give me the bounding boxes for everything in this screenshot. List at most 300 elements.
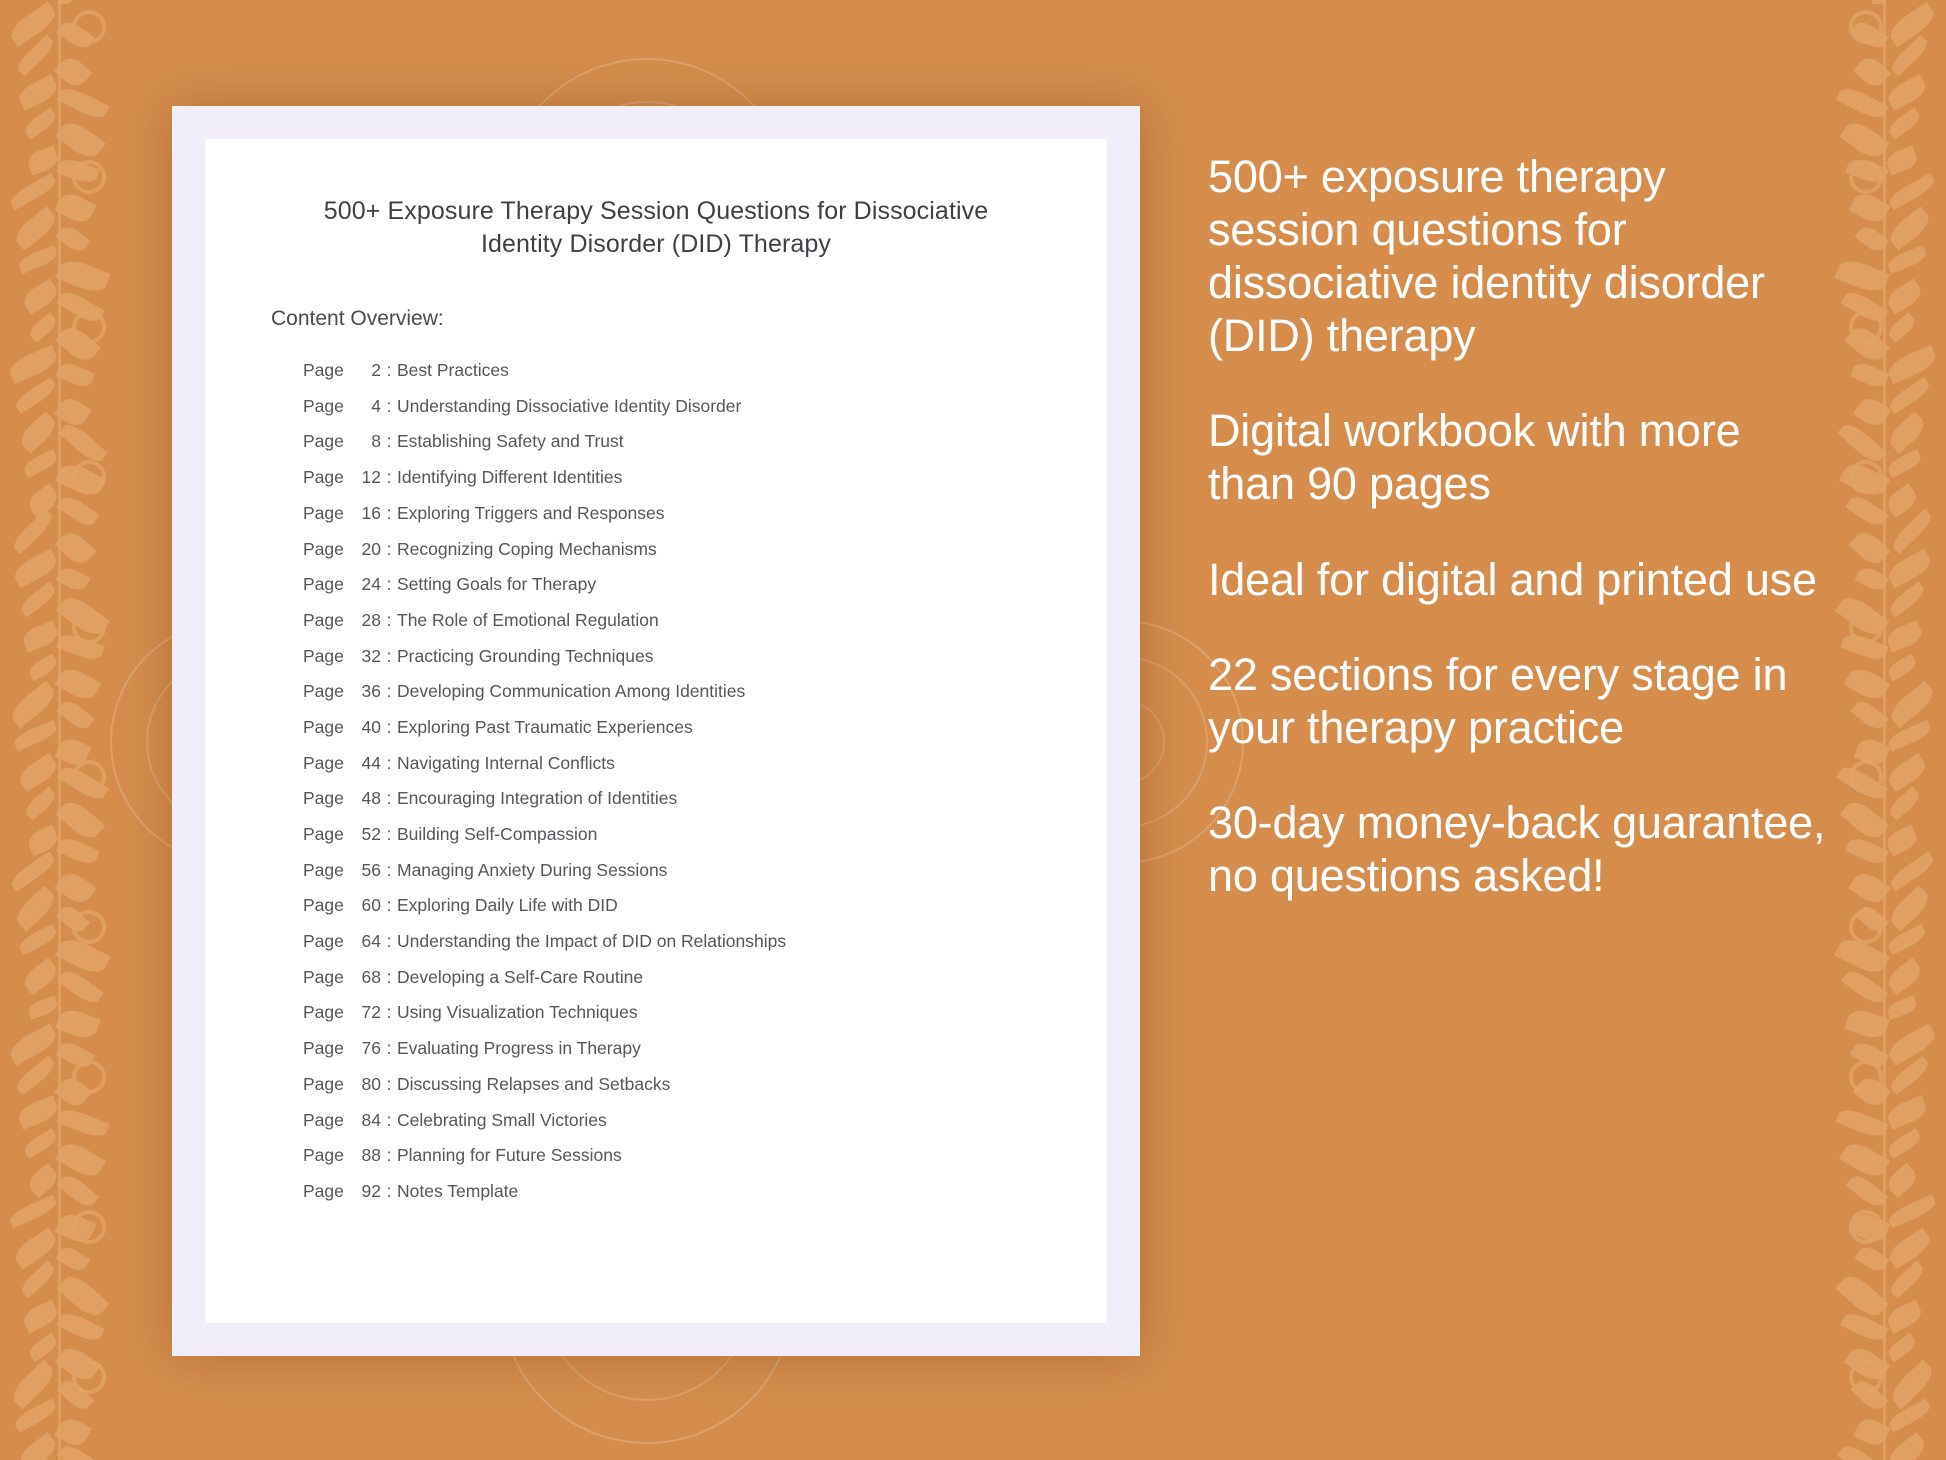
vine-leaf: [1888, 35, 1931, 77]
vine-leaf: [1835, 591, 1889, 640]
vine-leaf: [1853, 1414, 1891, 1449]
toc-row: [303, 853, 1107, 889]
toc-row: [303, 1174, 1107, 1210]
vine-leaf: [1884, 825, 1920, 857]
toc-entry-label: Exploring Past Traumatic Experiences: [397, 716, 693, 737]
toc-entry-label: Discussing Relapses and Setbacks: [397, 1073, 671, 1094]
vine-leaf: [1886, 1194, 1938, 1228]
vine-stem: [1883, 0, 1886, 1460]
toc-separator: :: [386, 752, 392, 773]
toc-entry-label: Establishing Safety and Trust: [397, 431, 624, 452]
toc-separator: :: [386, 966, 392, 987]
toc-entry-label: Practicing Grounding Techniques: [397, 645, 654, 666]
toc-page-word: Page: [303, 609, 344, 630]
vine-leaf: [55, 459, 106, 500]
vine-leaf: [1835, 1270, 1888, 1321]
vine-leaf: [1884, 620, 1924, 652]
vine-leaf: [57, 1376, 95, 1413]
vine-leaf: [1884, 958, 1925, 996]
vine-leaf: [1844, 322, 1890, 366]
vine-leaf: [1845, 156, 1889, 187]
toc-entry-label: Celebrating Small Victories: [397, 1109, 607, 1130]
vine-leaf: [12, 1398, 59, 1432]
toc-page-number: 40: [361, 716, 381, 737]
vine-leaf: [1887, 1360, 1938, 1410]
vine-leaf: [1839, 1138, 1890, 1182]
vine-leaf: [6, 1023, 60, 1066]
vine-leaf: [56, 1105, 109, 1140]
toc-separator: :: [386, 931, 392, 952]
vine-leaf: [1885, 1023, 1939, 1066]
toc-page-word: Page: [303, 431, 344, 452]
vine-leaf: [11, 549, 61, 589]
vine-leaf: [58, 0, 73, 4]
vine-leaf: [1834, 934, 1889, 978]
vine-flower: [72, 760, 106, 794]
botanical-border-right: [1831, 0, 1946, 1460]
toc-page-number: 32: [361, 645, 381, 666]
vine-leaf: [55, 256, 110, 297]
vine-leaf: [25, 146, 60, 176]
marketing-copy-block: 500+ exposure therapy session questions for dissociative identity disorder (DID) therapy: [1208, 151, 1765, 362]
vine-leaf: [18, 1261, 58, 1299]
vine-leaf: [25, 825, 61, 857]
vine-leaf: [7, 173, 58, 210]
toc-entry-label: Managing Anxiety During Sessions: [397, 859, 668, 880]
vine-leaf: [1853, 1073, 1891, 1110]
vine-leaf: [1885, 1432, 1930, 1460]
toc-row: [303, 1067, 1107, 1103]
vine-leaf: [22, 1128, 60, 1159]
marketing-copy-block: Digital workbook with more than 90 pages: [1208, 405, 1741, 510]
vine-leaf: [1839, 459, 1890, 500]
vine-leaf: [1848, 189, 1890, 227]
page-title: 500+ Exposure Therapy Session Questions for Dissociative Identity Disorder (DID) Therapy: [323, 197, 989, 258]
vine-leaf: [56, 564, 91, 594]
vine-leaf: [26, 654, 59, 682]
vine-flower: [1849, 1060, 1883, 1094]
vine-leaf: [20, 958, 61, 996]
vine-flower: [72, 310, 106, 344]
vine-leaf: [1884, 753, 1929, 792]
toc-page-word: Page: [303, 502, 344, 523]
vine-leaf: [1885, 1227, 1934, 1269]
vine-leaf: [20, 278, 61, 314]
toc-page-number: 2: [371, 360, 381, 381]
vine-leaf: [1834, 256, 1889, 297]
vine-leaf: [15, 753, 60, 792]
toc-page-word: Page: [303, 824, 344, 845]
toc-row: [303, 710, 1107, 746]
content-overview-label: Content Overview:: [271, 307, 444, 330]
vine-leaf: [56, 223, 91, 256]
vine-leaf: [1836, 84, 1889, 123]
vine-leaf: [58, 420, 107, 467]
toc-entry-label: Exploring Daily Life with DID: [397, 895, 618, 916]
toc-separator: :: [386, 1109, 392, 1130]
vine-leaf: [1884, 278, 1925, 314]
toc-page-word: Page: [303, 1180, 344, 1201]
vine-leaf: [1885, 1333, 1918, 1362]
vine-leaf: [1848, 868, 1890, 907]
vine-flower: [72, 160, 106, 194]
vine-leaf: [1841, 966, 1888, 1007]
toc-entry-label: Developing a Self-Care Routine: [397, 966, 644, 987]
vine-leaf: [25, 1163, 61, 1198]
vine-leaf: [16, 1432, 61, 1460]
toc-entry-label: Developing Communication Among Identities: [397, 681, 746, 702]
vine-leaf: [7, 681, 59, 729]
vine-leaf: [20, 620, 60, 652]
vine-leaf: [1846, 1171, 1888, 1211]
vine-leaf: [1886, 885, 1933, 931]
vine-leaf: [10, 509, 56, 555]
vine-leaf: [1855, 1243, 1890, 1274]
vine-leaf: [56, 902, 90, 936]
document-page: [205, 139, 1107, 1323]
vine-leaf: [54, 1073, 92, 1110]
vine-leaf: [55, 1210, 97, 1246]
vine-leaf: [6, 345, 60, 385]
vine-leaf: [6, 2, 59, 47]
vine-leaf: [1844, 664, 1891, 705]
vine-leaf: [1884, 146, 1919, 176]
vine-leaf: [1844, 1343, 1891, 1386]
toc-page-number: 76: [361, 1038, 381, 1059]
toc-row: [303, 817, 1107, 853]
vine-leaf: [1884, 483, 1921, 517]
marketing-copy-block: 22 sections for every stage in your therapy practice: [1208, 648, 1788, 753]
toc-row: [303, 639, 1107, 675]
vine-leaf: [26, 1333, 59, 1362]
toc-page-word: Page: [303, 360, 344, 381]
toc-page-number: 48: [361, 788, 381, 809]
vine-leaf: [1845, 834, 1889, 867]
toc-separator: :: [386, 716, 392, 737]
vine-leaf: [1885, 2, 1938, 47]
toc-row: [303, 674, 1107, 710]
toc-entry-label: Exploring Triggers and Responses: [397, 502, 665, 523]
toc-page-word: Page: [303, 538, 344, 559]
vine-leaf: [54, 868, 96, 907]
toc-row: [303, 781, 1107, 817]
vine-leaf: [1887, 1056, 1932, 1096]
toc-page-word: Page: [303, 895, 344, 916]
vine-leaf: [56, 18, 95, 52]
toc-entry-label: Best Practices: [397, 360, 509, 381]
vine-flower: [1849, 160, 1883, 194]
toc-page-number: 4: [371, 395, 381, 416]
vine-flower: [72, 610, 106, 644]
vine-flower: [72, 1360, 106, 1394]
toc-separator: :: [386, 788, 392, 809]
vine-leaf: [56, 360, 95, 391]
toc-row: [303, 389, 1107, 425]
vine-leaf: [55, 664, 102, 705]
vine-leaf: [1840, 631, 1888, 664]
toc-separator: :: [386, 574, 392, 595]
vine-leaf: [1885, 345, 1939, 385]
toc-page-number: 60: [361, 895, 381, 916]
vine-leaf: [1887, 851, 1937, 891]
toc-separator: :: [386, 1038, 392, 1059]
toc-page-number: 16: [361, 502, 381, 523]
botanical-border-left: [0, 0, 115, 1460]
toc-separator: :: [386, 431, 392, 452]
toc-page-number: 36: [361, 681, 381, 702]
vine-flower: [1849, 1210, 1883, 1244]
vine-leaf: [55, 1343, 102, 1386]
vine-leaf: [12, 720, 59, 751]
toc-page-number: 64: [361, 931, 381, 952]
vine-leaf: [8, 1360, 59, 1410]
vine-leaf: [1836, 762, 1888, 804]
vine-flower: [1849, 460, 1883, 494]
vine-leaf: [27, 312, 60, 343]
toc-page-word: Page: [303, 681, 344, 702]
toc-page-number: 12: [361, 467, 381, 488]
toc-separator: :: [386, 895, 392, 916]
toc-row: [303, 888, 1107, 924]
vine-leaf: [15, 74, 60, 111]
vine-leaf: [1841, 288, 1889, 327]
vine-leaf: [57, 288, 105, 327]
vine-leaf: [17, 245, 60, 274]
toc-entry-label: Understanding the Impact of DID on Relationships: [397, 931, 787, 952]
vine-leaf: [17, 924, 59, 956]
vine-leaf: [1855, 223, 1890, 256]
vine-leaf: [22, 107, 59, 140]
vine-leaf: [1886, 786, 1922, 820]
toc-page-word: Page: [303, 1145, 344, 1166]
vine-leaf: [1886, 245, 1929, 274]
toc-page-number: 84: [361, 1109, 381, 1130]
vine-leaf: [55, 322, 101, 366]
toc-row: [303, 603, 1107, 639]
vine-leaf: [1851, 1376, 1889, 1413]
vine-leaf: [13, 1056, 58, 1096]
vine-leaf: [1885, 1095, 1930, 1129]
vine-leaf: [1850, 697, 1889, 733]
vine-leaf: [1855, 564, 1890, 594]
toc-page-number: 44: [361, 752, 381, 773]
vine-leaf: [1889, 509, 1935, 555]
vine-leaf: [55, 527, 97, 569]
vine-leaf: [7, 1194, 59, 1228]
vine-leaf: [11, 206, 59, 250]
vine-leaf: [1840, 1309, 1888, 1345]
vine-leaf: [1886, 173, 1937, 210]
toc-row: [303, 1138, 1107, 1174]
vine-leaf: [54, 1414, 92, 1449]
toc-page-word: Page: [303, 467, 344, 488]
toc-row: [303, 995, 1107, 1031]
vine-leaf: [22, 786, 58, 820]
vine-leaf: [1850, 360, 1889, 391]
vine-leaf: [1853, 394, 1891, 430]
toc-row: [303, 460, 1107, 496]
vine-leaf: [56, 492, 99, 530]
vine-leaf: [57, 966, 104, 1007]
marketing-copy-block: 30-day money-back guarantee, no questions asked!: [1208, 796, 1826, 901]
vine-leaf: [1884, 1299, 1925, 1333]
vine-leaf: [25, 483, 62, 517]
document-mockup: [172, 106, 1140, 1356]
toc-separator: :: [386, 467, 392, 488]
vine-leaf: [57, 84, 110, 123]
toc-entry-label: Setting Goals for Therapy: [397, 574, 597, 595]
toc-separator: :: [386, 395, 392, 416]
vine-leaf: [1849, 527, 1891, 569]
toc-row: [303, 567, 1107, 603]
toc-page-word: Page: [303, 966, 344, 987]
toc-entry-label: Using Visualization Techniques: [397, 1002, 638, 1023]
vine-leaf: [58, 1441, 109, 1460]
toc-row: [303, 746, 1107, 782]
toc-page-number: 68: [361, 966, 381, 987]
toc-separator: :: [386, 681, 392, 702]
vine-flower: [1849, 610, 1883, 644]
toc-page-word: Page: [303, 859, 344, 880]
toc-page-word: Page: [303, 1002, 344, 1023]
toc-page-number: 52: [361, 824, 381, 845]
vine-flower: [72, 10, 106, 44]
toc-entry-label: Evaluating Progress in Therapy: [397, 1038, 641, 1059]
vine-leaf: [1885, 411, 1929, 453]
table-of-contents: [303, 353, 1107, 1210]
toc-entry-label: Encouraging Integration of Identities: [397, 788, 678, 809]
vine-leaf: [55, 934, 110, 978]
toc-page-word: Page: [303, 716, 344, 737]
vine-leaf: [13, 377, 59, 414]
toc-row: [303, 496, 1107, 532]
vine-leaf: [12, 885, 59, 931]
vine-leaf: [55, 1138, 106, 1182]
vine-leaf: [1850, 18, 1889, 52]
toc-row: [303, 353, 1107, 389]
vine-leaf: [20, 1299, 61, 1333]
marketing-copy-block: Ideal for digital and printed use: [1208, 553, 1817, 605]
vine-leaf: [1885, 206, 1933, 250]
vine-flower: [1849, 910, 1883, 944]
toc-separator: :: [386, 360, 392, 381]
toc-page-number: 8: [371, 431, 381, 452]
vine-leaf: [56, 834, 100, 867]
vine-leaf: [56, 1039, 95, 1072]
toc-entry-label: Building Self-Compassion: [397, 824, 598, 845]
vine-leaf: [1885, 549, 1935, 589]
vine-leaf: [56, 156, 100, 187]
toc-separator: :: [386, 859, 392, 880]
toc-page-number: 92: [361, 1180, 381, 1201]
vine-leaf: [1886, 1398, 1933, 1432]
toc-separator: :: [386, 1073, 392, 1094]
vine-leaf: [55, 117, 106, 163]
vine-leaf: [16, 411, 60, 453]
vine-flower: [72, 910, 106, 944]
toc-separator: :: [386, 645, 392, 666]
toc-entry-label: Identifying Different Identities: [397, 467, 623, 488]
vine-flower: [72, 1210, 106, 1244]
toc-page-word: Page: [303, 395, 344, 416]
vine-leaf: [1835, 1105, 1888, 1140]
toc-page-number: 88: [361, 1145, 381, 1166]
vine-leaf: [56, 591, 110, 640]
vine-leaf: [1885, 654, 1918, 682]
vine-leaf: [1886, 924, 1928, 956]
vine-leaf: [1850, 1039, 1889, 1072]
vine-flower: [1849, 1360, 1883, 1394]
toc-page-word: Page: [303, 788, 344, 809]
toc-row: [303, 424, 1107, 460]
vine-leaf: [1887, 581, 1928, 617]
toc-page-word: Page: [303, 574, 344, 595]
vine-leaf: [16, 1095, 61, 1129]
toc-entry-label: The Role of Emotional Regulation: [397, 609, 659, 630]
vine-flower: [1849, 310, 1883, 344]
toc-entry-label: Notes Template: [397, 1180, 519, 1201]
toc-row: [303, 960, 1107, 996]
vine-leaf: [1886, 1128, 1924, 1159]
vine-leaf: [56, 631, 104, 664]
vine-leaf: [1886, 312, 1919, 343]
toc-page-number: 24: [361, 574, 381, 595]
vine-leaf: [1887, 377, 1933, 414]
vine-leaf: [1845, 492, 1888, 530]
vine-leaf: [57, 762, 109, 804]
vine-leaf: [1884, 1163, 1920, 1198]
vine-flower: [1849, 760, 1883, 794]
vine-leaf: [56, 1309, 104, 1345]
vine-leaf: [1837, 1441, 1888, 1460]
vine-leaf: [14, 35, 57, 77]
vine-leaf: [1887, 1261, 1927, 1299]
vine-leaf: [1854, 735, 1891, 769]
vine-leaf: [8, 851, 58, 891]
vine-leaf: [54, 394, 92, 430]
toc-entry-label: Understanding Dissociative Identity Disorder: [397, 395, 742, 416]
vine-leaf: [54, 189, 96, 227]
vine-leaf: [1849, 1210, 1891, 1246]
toc-separator: :: [386, 824, 392, 845]
vine-leaf: [1837, 420, 1886, 467]
vine-flower: [72, 460, 106, 494]
toc-page-number: 56: [361, 859, 381, 880]
vine-leaf: [1853, 53, 1891, 91]
vine-leaf: [1886, 681, 1938, 729]
vine-leaf: [1872, 0, 1887, 4]
vine-leaf: [56, 1243, 91, 1274]
toc-row: [303, 531, 1107, 567]
toc-entry-label: Navigating Internal Conflicts: [397, 752, 615, 773]
vine-leaf: [1885, 449, 1923, 478]
toc-page-word: Page: [303, 1109, 344, 1130]
vine-leaf: [56, 697, 95, 733]
vine-leaf: [11, 1227, 60, 1269]
toc-separator: :: [386, 538, 392, 559]
toc-page-word: Page: [303, 931, 344, 952]
toc-separator: :: [386, 1145, 392, 1166]
vine-leaf: [18, 581, 59, 617]
vine-leaf: [56, 796, 106, 844]
marketing-copy: [1208, 150, 1828, 902]
toc-page-word: Page: [303, 752, 344, 773]
toc-page-word: Page: [303, 645, 344, 666]
toc-row: [303, 1031, 1107, 1067]
vine-leaf: [55, 1006, 101, 1042]
vine-leaf: [54, 53, 92, 91]
vine-flower: [72, 1060, 106, 1094]
